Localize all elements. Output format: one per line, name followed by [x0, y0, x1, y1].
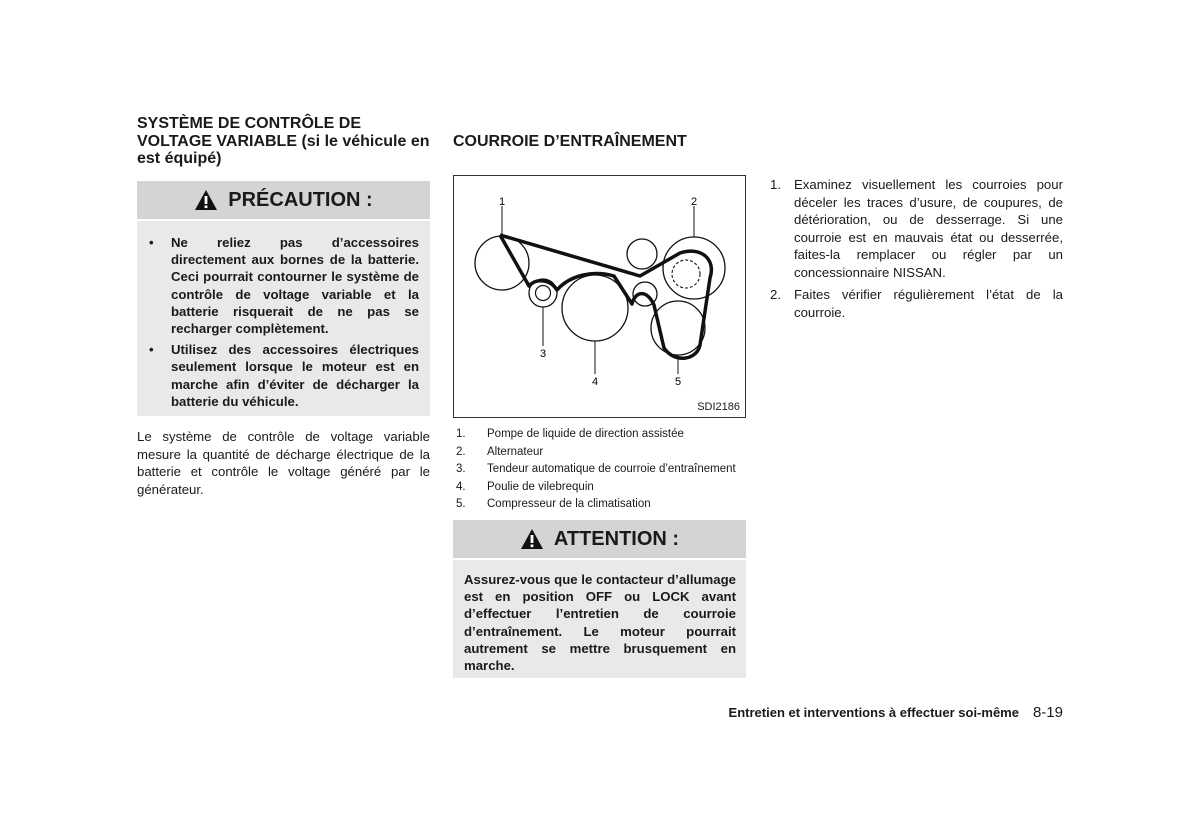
step-item: [770, 176, 1063, 281]
callout-4: 4: [592, 376, 599, 388]
figure-legend: [456, 426, 756, 514]
legend-item: [456, 444, 756, 462]
legend-item: [456, 461, 756, 479]
alternator-hidden-pulley: [672, 260, 700, 288]
callout-1: 1: [499, 196, 506, 208]
footer-chapter-title: Entretien et interventions à effectuer soi-même: [728, 705, 1019, 720]
section-heading-drive-belt: COURROIE D’ENTRAÎNEMENT: [453, 133, 687, 150]
power-steering-pulley: [475, 236, 529, 290]
drive-belt-figure: [453, 175, 746, 418]
legend-number: 2.: [456, 445, 466, 458]
attention-header: [453, 520, 746, 558]
legend-text: Tendeur automatique de courroie d’entraînement: [487, 463, 736, 475]
idler-pulley: [627, 239, 657, 269]
legend-item: [456, 479, 756, 497]
step-number: 1.: [770, 177, 781, 192]
step-text: Faites vérifier régulièrement l’état de la courroie.: [794, 287, 1063, 320]
attention-title: ATTENTION :: [553, 527, 680, 550]
legend-item: [456, 426, 756, 444]
legend-number: 1.: [456, 428, 466, 440]
step-text: Examinez visuellement les courroies pour déceler les traces d’usure, de coupures, de détérioration, ou de desserrage. Si une courroie est en mauvais état ou desserrée, faites-la remplacer ou régler par un concessionnaire NISSAN.: [794, 177, 1063, 280]
warning-triangle-icon: [194, 189, 218, 211]
alternator-pulley: [663, 237, 725, 299]
warning-triangle-icon: [520, 528, 544, 550]
legend-number: 4.: [456, 480, 466, 493]
legend-text: Alternateur: [487, 445, 544, 458]
tensioner-inner: [536, 286, 551, 301]
attention-text: Assurez-vous que le contacteur d’allumage est en position OFF ou LOCK avant d’effectuer l’entretien de courroie d’entraînement. Le moteur pourrait autrement se mettre brusquement en marche.: [464, 572, 736, 674]
figure-code: SDI2186: [697, 401, 740, 413]
legend-item: [456, 496, 756, 514]
attention-body: [453, 560, 746, 678]
legend-number: 5.: [456, 498, 466, 510]
page-footer: [560, 704, 1063, 721]
callout-2: 2: [691, 196, 698, 208]
drive-belt-diagram: [454, 176, 747, 419]
precaution-title: PRÉCAUTION :: [228, 188, 373, 211]
page-number: 8-19: [1032, 704, 1063, 721]
callout-3: 3: [540, 348, 547, 360]
precaution-item: • Ne reliez pas d’accessoires directement aux bornes de la batterie. Ceci pourrait contourner le système de contrôle de voltage variable et la batterie risquerait de ne pas se recharger complètement.: [149, 234, 419, 337]
precaution-item: • Utilisez des accessoires électriques seulement lorsque le moteur est en marche afin d’éviter de décharger la batterie du véhicule.: [149, 341, 419, 410]
step-item: [770, 286, 1063, 321]
voltage-control-paragraph: Le système de contrôle de voltage variable mesure la quantité de décharge électrique de la batterie et contrôle le voltage généré par le générateur.: [137, 429, 430, 497]
legend-text: Poulie de vilebrequin: [487, 480, 594, 493]
section-heading-voltage-control: SYSTÈME DE CONTRÔLE DE VOLTAGE VARIABLE (si le véhicule en est équipé): [137, 115, 430, 167]
inspection-steps: [770, 176, 1063, 326]
callout-5: 5: [675, 376, 682, 388]
step-number: 2.: [770, 287, 781, 302]
legend-number: 3.: [456, 463, 466, 475]
precaution-body: [137, 221, 430, 416]
precaution-header: [137, 181, 430, 219]
legend-text: Compresseur de la climatisation: [487, 498, 651, 510]
legend-text: Pompe de liquide de direction assistée: [487, 428, 684, 440]
